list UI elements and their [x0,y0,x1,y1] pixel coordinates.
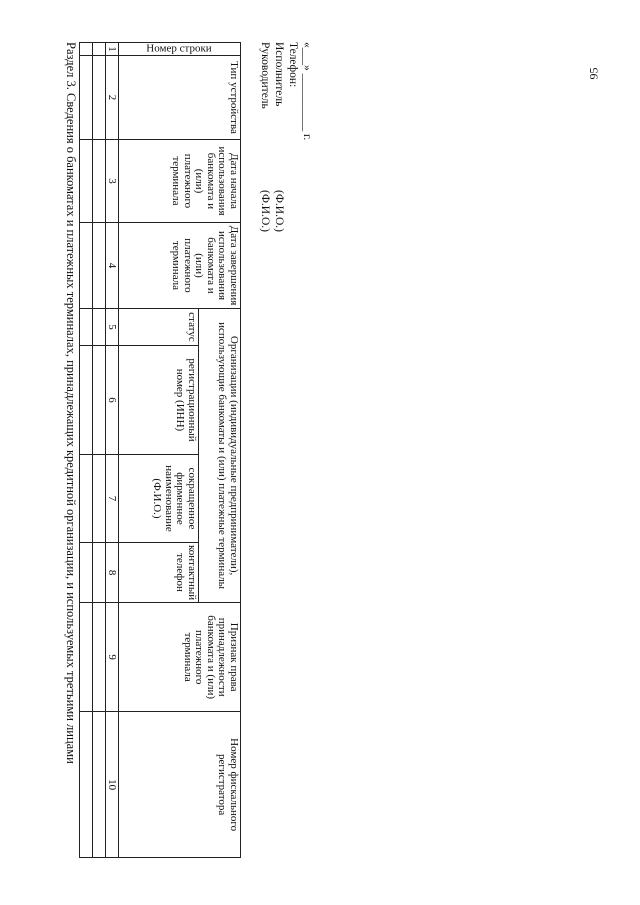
empty-data-row [93,43,106,858]
col-header-ownership: Признак права принадлежности банкомата и (или) платежного терминала [119,603,241,712]
column-number: 4 [106,223,119,309]
section-title: Раздел 3. Сведения о банкоматах и платежных терминалах, принадлежащих кредитной организации, и используемых третьими лицами [64,42,78,764]
column-number: 6 [106,346,119,455]
col-header-reg-number: регистрационный номер (ИНН) [119,346,199,455]
column-number: 3 [106,140,119,223]
col-header-phone: контактный телефон [119,543,199,603]
col-header-status: статус [119,309,199,346]
terminals-table [79,42,241,858]
col-header-fiscal-registrar: Номер фискального регистратора [119,712,241,858]
col-header-device-type: Тип устройства [119,56,241,140]
column-number: 5 [106,309,119,346]
executor-label: Исполнитель [273,42,285,107]
col-header-end-date: Дата завершения использования банкомата и (или) платежного терминала [119,223,241,309]
column-number: 1 [106,43,119,56]
head-fio: (Ф.И.О.) [259,190,271,232]
col-header-organizations: Организации (индивидуальные предприниматели), использующие банкоматы и (или) платежные терминалы [198,309,240,603]
header-row-top [198,43,240,858]
date-line: «___» __________ г. [301,42,313,141]
column-number: 9 [106,603,119,712]
column-number: 10 [106,712,119,858]
phone-label: Телефон: [287,42,299,88]
head-label: Руководитель [259,42,271,109]
col-header-short-name: сокращенное фирменное наименование (Ф.И.О.) [119,455,199,543]
executor-fio: (Ф.И.О.) [273,190,285,232]
column-numbers-row [106,43,119,858]
empty-data-row [80,43,93,858]
column-number: 2 [106,56,119,140]
col-header-start-date: Дата начала использования банкомата и (или) платежного терминала [119,140,241,223]
page-number: 95 [586,67,601,80]
column-number: 7 [106,455,119,543]
col-header-row-number: Номер строки [119,43,241,56]
column-number: 8 [106,543,119,603]
